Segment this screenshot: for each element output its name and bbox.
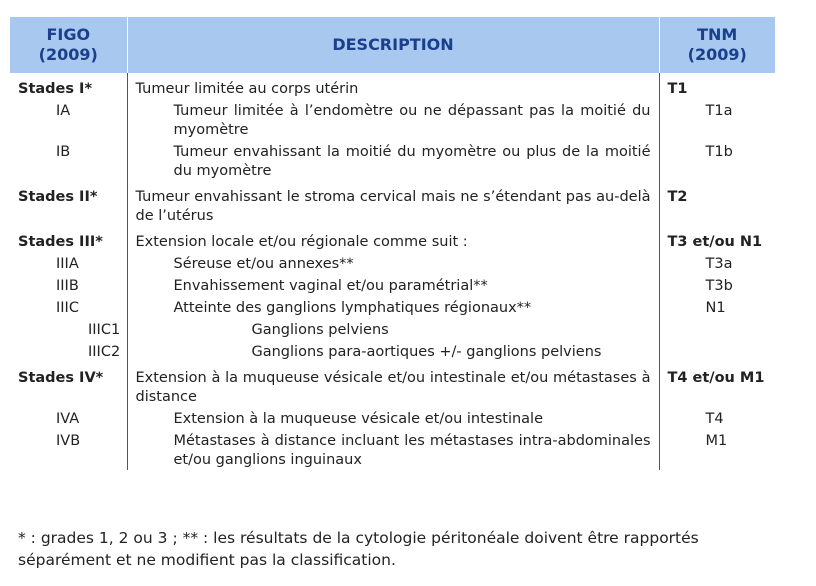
tnm-cell: T4 et/ou M1 [667,370,765,386]
stage-cell: Stades III* [10,226,127,252]
header-description: DESCRIPTION [127,17,659,73]
description-cell: Séreuse et/ou annexes** [127,252,659,274]
stage-cell: Stades IV* [10,362,127,407]
stage-cell: IIIB [10,274,127,296]
header-figo-line1: FIGO [46,25,91,44]
tnm-cell: T3 et/ou N1 [667,234,763,250]
stage-cell: IVB [10,429,127,470]
stage-cell: IIIC1 [10,318,127,340]
tnm-cell: N1 [705,300,726,316]
header-tnm-line2: (2009) [687,45,747,64]
description-cell: Extension à la muqueuse vésicale et/ou intestinale et/ou métastases à distance [127,362,659,407]
tnm-cell: M1 [705,433,728,449]
table-row [10,318,775,340]
tnm-cell: T4 [705,411,724,427]
description-cell: Tumeur envahissant le stroma cervical mais ne s’étendant pas au-delà de l’utérus [127,181,659,226]
table-row [10,274,775,296]
table-row [10,340,775,362]
figo-tnm-table-container [10,17,775,470]
description-cell: Ganglions para-aortiques +/- ganglions pelviens [127,340,659,362]
tnm-cell: T1a [705,103,733,119]
stage-cell: IVA [10,407,127,429]
stage-cell: IIIC2 [10,340,127,362]
table-header-row [10,17,775,73]
tnm-cell: T3b [705,278,733,294]
table-row [10,140,775,181]
description-cell: Tumeur limitée à l’endomètre ou ne dépassant pas la moitié du myomètre [127,99,659,140]
table-row [10,407,775,429]
stage-cell: Stades II* [10,181,127,226]
tnm-cell: T3a [705,256,733,272]
tnm-cell: T1b [705,144,733,160]
header-tnm-line1: TNM [697,25,738,44]
table-row [10,252,775,274]
stage-cell: IA [10,99,127,140]
stage-cell: Stades I* [10,73,127,99]
table-row [10,226,775,252]
description-cell: Tumeur limitée au corps utérin [127,73,659,99]
table-row [10,73,775,99]
description-cell: Envahissement vaginal et/ou paramétrial** [127,274,659,296]
figo-tnm-table [10,17,775,470]
tnm-cell: T2 [667,189,688,205]
stage-cell: IB [10,140,127,181]
description-cell: Atteinte des ganglions lymphatiques régionaux** [127,296,659,318]
table-row [10,181,775,226]
stage-cell: IIIA [10,252,127,274]
tnm-cell [659,318,775,340]
stage-cell: IIIC [10,296,127,318]
table-row [10,99,775,140]
description-cell: Métastases à distance incluant les métastases intra-abdominales et/ou ganglions inguinaux [127,429,659,470]
tnm-cell [659,340,775,362]
header-figo [10,17,127,73]
footnote: * : grades 1, 2 ou 3 ; ** : les résultats de la cytologie péritonéale doivent être rapportés séparément et ne modifient pas la classification. [18,529,699,569]
table-row [10,429,775,470]
table-row [10,362,775,407]
header-tnm [659,17,775,73]
table-row [10,296,775,318]
description-cell: Extension locale et/ou régionale comme suit : [127,226,659,252]
description-cell: Extension à la muqueuse vésicale et/ou intestinale [127,407,659,429]
description-cell: Tumeur envahissant la moitié du myomètre ou plus de la moitié du myomètre [127,140,659,181]
description-cell: Ganglions pelviens [127,318,659,340]
header-figo-line2: (2009) [38,45,98,64]
tnm-cell: T1 [667,81,688,97]
